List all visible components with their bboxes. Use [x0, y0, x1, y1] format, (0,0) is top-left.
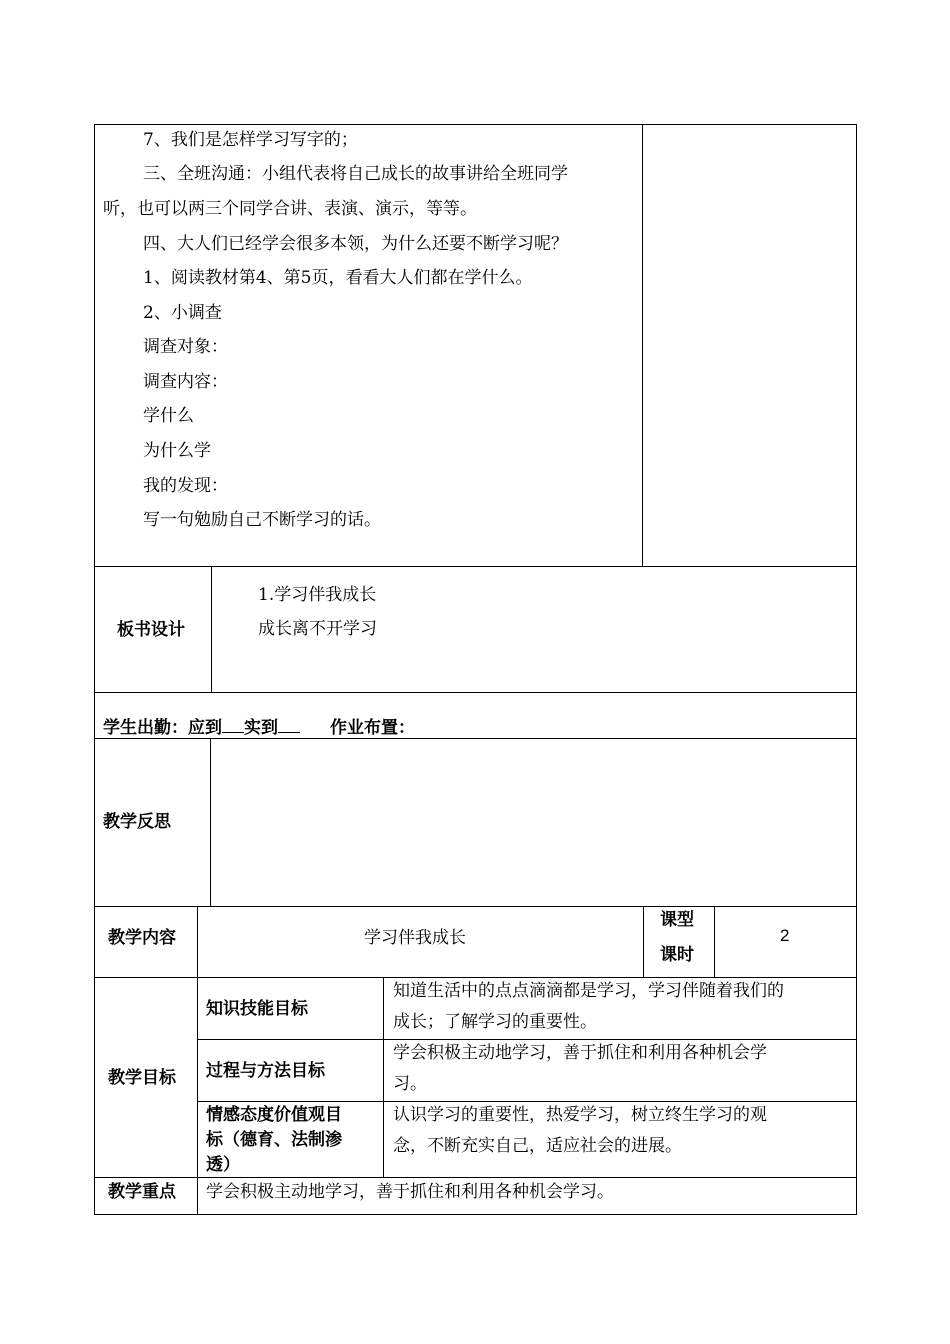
body-line: 写一句勉励自己不断学习的话。	[143, 510, 381, 530]
table-border	[210, 738, 211, 906]
board-design-line: 1.学习伴我成长	[258, 585, 377, 605]
objective-label: 标（德育、法制渗	[206, 1130, 342, 1150]
content-value: 学习伴我成长	[364, 928, 466, 948]
objective-text: 学会积极主动地学习，善于抓住和利用各种机会学	[393, 1043, 767, 1063]
table-border	[856, 124, 857, 1214]
reflection-label: 教学反思	[103, 812, 171, 832]
body-line: 2、小调查	[143, 303, 222, 323]
objective-label: 透）	[206, 1155, 240, 1175]
objective-text: 念，不断充实自己，适应社会的进展。	[393, 1136, 682, 1156]
attendance-actual-label: 实到	[244, 718, 278, 738]
body-line: 三、全班沟通：小组代表将自己成长的故事讲给全班同学	[143, 164, 568, 184]
body-line: 我的发现：	[143, 476, 228, 496]
homework-label: 作业布置：	[330, 718, 415, 738]
table-border	[211, 566, 212, 692]
table-border	[94, 692, 857, 693]
type-label: 课型	[660, 910, 694, 930]
attendance-row	[103, 716, 415, 738]
table-border	[94, 738, 857, 739]
table-border	[94, 1214, 857, 1215]
body-line: 听，也可以两三个同学合讲、表演、演示，等等。	[103, 199, 477, 219]
objective-label: 情感态度价值观目	[206, 1105, 342, 1125]
table-border	[94, 1177, 857, 1178]
hours-value: 2	[780, 926, 790, 945]
objective-label: 知识技能目标	[206, 999, 308, 1019]
objective-text: 认识学习的重要性，热爱学习，树立终生学习的观	[393, 1105, 767, 1125]
body-line: 1、阅读教材第4、第5页，看看大人们都在学什么。	[143, 268, 533, 288]
table-border	[642, 124, 643, 566]
table-border	[383, 977, 384, 1177]
objectives-label: 教学目标	[108, 1068, 176, 1088]
objective-text: 成长；了解学习的重要性。	[393, 1012, 597, 1032]
hours-label: 课时	[660, 945, 694, 965]
body-line: 调查内容：	[143, 372, 228, 392]
table-border	[94, 977, 857, 978]
body-line: 为什么学	[143, 441, 211, 461]
table-border	[714, 906, 715, 977]
body-line: 学什么	[143, 406, 194, 426]
present-blank	[222, 716, 244, 733]
table-border	[94, 566, 857, 567]
board-design-line: 成长离不开学习	[258, 619, 377, 639]
table-border	[643, 906, 644, 977]
content-label: 教学内容	[108, 928, 176, 948]
table-border	[197, 1039, 857, 1040]
actual-blank	[278, 716, 300, 733]
table-border	[197, 906, 198, 977]
objective-label: 过程与方法目标	[206, 1061, 325, 1081]
attendance-present-label: 学生出勤：应到	[103, 718, 222, 738]
table-border	[197, 977, 198, 1214]
key-point-label: 教学重点	[108, 1182, 176, 1202]
body-line: 四、大人们已经学会很多本领，为什么还要不断学习呢？	[143, 234, 568, 254]
key-point-text: 学会积极主动地学习，善于抓住和利用各种机会学习。	[206, 1182, 614, 1202]
objective-text: 习。	[393, 1074, 427, 1094]
table-border	[197, 1101, 857, 1102]
body-line: 调查对象：	[143, 337, 228, 357]
table-border	[94, 124, 95, 1214]
objective-text: 知道生活中的点点滴滴都是学习，学习伴随着我们的	[393, 981, 784, 1001]
table-border	[94, 124, 857, 125]
body-line: 7、我们是怎样学习写字的；	[143, 130, 358, 150]
board-design-label: 板书设计	[117, 620, 185, 640]
table-border	[94, 906, 857, 907]
